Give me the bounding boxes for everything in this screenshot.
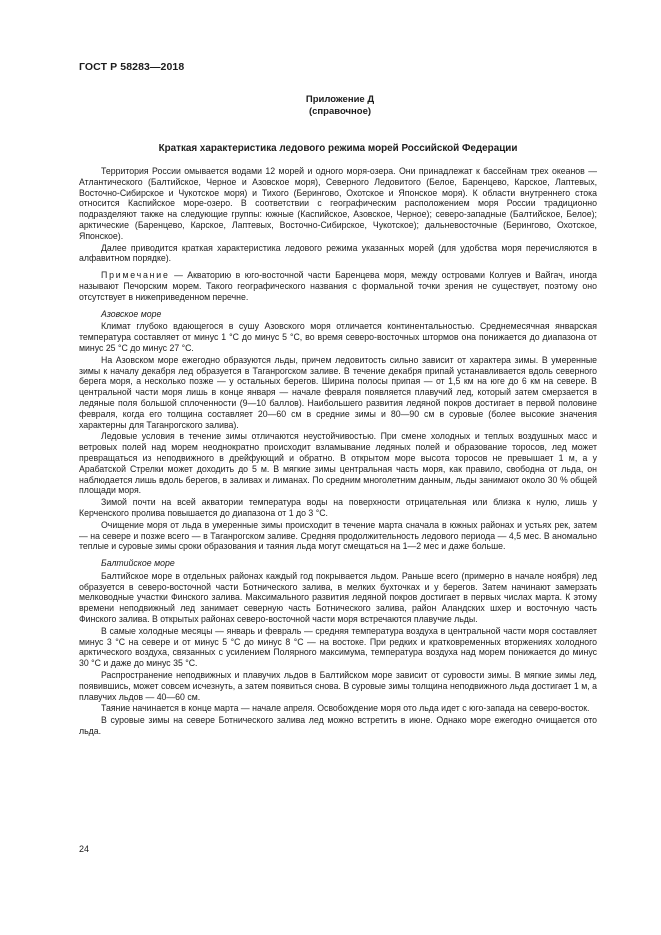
section-paragraph: Климат глубоко вдающегося в сушу Азовского моря отличается континентальностью. Среднемесячная январская температура составляет от минус 1 °С до минус 5 °С, во время северо-восточных штормов она понижается до диапазона от минус 25 °С до минус 27 °С. bbox=[79, 321, 597, 353]
section-paragraph: Распространение неподвижных и плавучих льдов в Балтийском море зависит от суровости зимы. В мягкие зимы лед, появившись, может совсем исчезнуть, а затем появиться снова. В суровые зимы толщина неподвижного льда достигает 1 м, а плавучих льдов — 40—60 см. bbox=[79, 670, 597, 702]
appendix-label: Приложение Д bbox=[305, 94, 375, 105]
note-paragraph bbox=[79, 270, 597, 302]
note-label: Примечание bbox=[101, 270, 170, 281]
section-paragraph: Очищение моря от льда в умеренные зимы происходит в течение марта сначала в южных районах и устьях рек, затем — на севере и позже всего — в Таганрогском заливе. Средняя продолжительность ледового периода — 4,5 мес. В аномально теплые и суровые зимы сроки образования и таяния льда могут смещаться на 1—2 мес и даже больше. bbox=[79, 519, 597, 552]
body-text bbox=[79, 166, 597, 738]
appendix-type: (справочное) bbox=[308, 106, 372, 117]
intro-paragraph: Далее приводится краткая характеристика ледового режима указанных морей (для удобства моря перечисляются в алфавитном порядке). bbox=[79, 242, 597, 264]
section-heading: Балтийское море bbox=[101, 558, 175, 569]
section-paragraph: Зимой почти на всей акватории температура воды на поверхности отрицательная или близка к нулю, лишь у Керченского пролива повышается до диапазона от 1 до 3 °С. bbox=[79, 497, 597, 518]
page-number: 24 bbox=[79, 844, 90, 854]
note-text: — Акваторию в юго-восточной части Баренцева моря, между островами Колгуев и Вайгач, иногда называют Печорским морем. Такого географического названия с формальной точки зрения не существует, поэтому оно отсутствует в нижеприведенном перечне. bbox=[79, 270, 597, 302]
section-paragraph: На Азовском море ежегодно образуются льды, причем ледовитость сильно зависит от характера зимы. В умеренные зимы к началу декабря лед образуется в Таганрогском заливе. В течение декабря припай устанавливается вдоль северного берега моря, а несколько позже — у остальных берегов. Ширина полосы припая — от 1,5 км на юге до 6 км на севере. В центральной части моря лишь в конце января — начале февраля появляется плавучий лед, который затем смерзается в ледяные поля большой сплоченности (9—10 баллов). Наибольшего развития ледяной покров достигает в первой половине февраля, когда его толщина составляет 20—60 см в средние зимы и 80—90 см в суровые (более высокие значения характерны для Таганрогского залива). bbox=[79, 354, 597, 430]
section-paragraph: В самые холодные месяцы — январь и февраль — средняя температура воздуха в центральной части моря составляет минус 3 °С на севере и от минус 5 °С до минус 8 °С — на востоке. При редких и кратковременных вторжениях холодного арктического воздуха, связанных с усилением Полярного максимума, температура воздуха над морем понижается до минус 30 °С и даже до минус 35 °С. bbox=[79, 625, 597, 669]
appendix-block bbox=[240, 94, 440, 118]
section-paragraph: Таяние начинается в конце марта — начале апреля. Освобождение моря ото льда идет с юго-запада на северо-восток. bbox=[101, 703, 590, 714]
intro-paragraph: Территория России омывается водами 12 морей и одного моря-озера. Они принадлежат к бассейнам трех океанов — Атлантического (Балтийское, Черное и Азовское моря), Северного Ледовитого (Белое, Баренцево, Карское, Лаптевых, Восточно-Сибирское и Чукотское моря) и Тихого (Берингово, Охотское и Японское моря). К области внутреннего стока относится Каспийское море-озеро. В соответствии с географическим расположением моря России традиционно подразделяют также на следующие группы: южные (Каспийское, Азовское, Черное); северо-западные (Балтийское, Белое); арктические (Баренцево, Карское, Лаптевых, Восточно-Сибирское, Чукотское); дальневосточные (Берингово, Охотское, Японское). bbox=[79, 166, 597, 241]
standard-code-header: ГОСТ Р 58283—2018 bbox=[79, 61, 185, 73]
section-paragraph: В суровые зимы на севере Ботнического залива лед можно встретить в июне. Однако море ежегодно очищается ото льда. bbox=[79, 715, 597, 737]
section-heading: Азовское море bbox=[101, 308, 162, 319]
section-paragraph: Ледовые условия в течение зимы отличаются неустойчивостью. При смене холодных и теплых воздушных масс и ветровых полей над морем неоднократно происходит взламывание ледяных полей и образование торосов, лед может превращаться из неподвижного в дрейфующий и обратно. В открытом море высота торосов не превышает 1 м, а у Арабатской Стрелки может доходить до 5 м. В мягкие зимы центральная часть моря, как правило, свободна от льда, он наблюдается лишь вдоль берегов, в заливах и лиманах. По средним многолетним данным, льды занимают около 30 % общей площади моря. bbox=[79, 431, 597, 496]
section-paragraph: Балтийское море в отдельных районах каждый год покрывается льдом. Раньше всего (примерно в начале ноября) лед образуется в северо-восточной части Ботнического залива, в мелких бухточках и у берегов. Затем начинают замерзать мелководные участки Финского залива. Максимального развития ледяной покров достигает в первых числах марта. К этому времени неподвижный лед занимает северную часть Ботнического залива, район Аландских шхер и восточную часть Финского залива. В открытых районах северо-восточной части моря встречаются плавучие льды. bbox=[79, 570, 597, 625]
document-title: Краткая характеристика ледового режима морей Российской Федерации bbox=[158, 143, 518, 154]
